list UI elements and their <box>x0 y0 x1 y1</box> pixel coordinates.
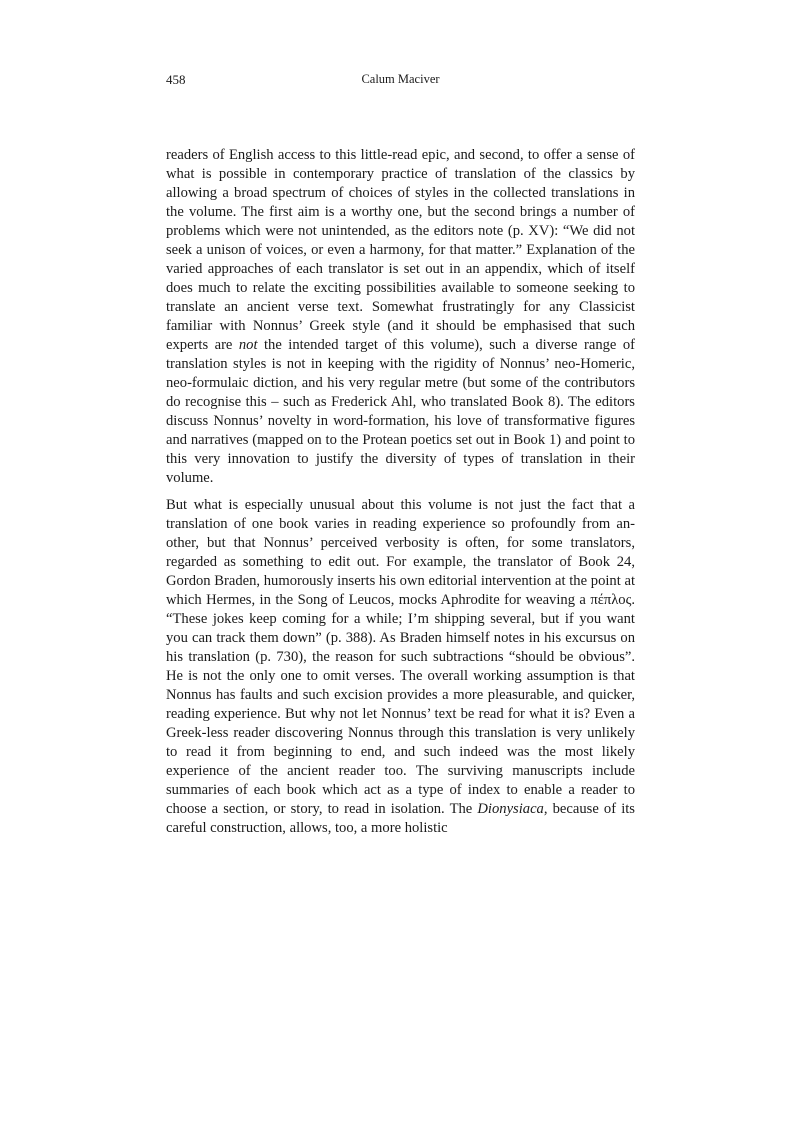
paragraph-2-text-b: , because of its careful construction, allows, too, a more holistic <box>166 801 635 836</box>
paragraph-1 <box>166 146 635 488</box>
running-title: Calum Maciver <box>361 72 440 86</box>
body-text <box>166 146 635 838</box>
paragraph-2-text-a: But what is especially unusual about this volume is not just the fact that a translation of one book varies in reading experience so profoundly from another, but that Nonnus’ perceived verbosity is often, for some translators, regarded as something to edit out. For example, the translator of Book 24, Gordon Braden, humorously inserts his own editorial intervention at the point at which Hermes, in the Song of Leucos, mocks Aphrodite for weaving a πέπλος. “These jokes keep coming for a while; I’m shipping several, but if you want you can track them down” (p. 388). As Braden himself notes in his excursus on his translation (p. 730), the reason for such subtractions “should be obvious”. He is not the only one to omit verses. The overall working assumption is that Nonnus has faults and such excision provides a more pleasurable, and quicker, reading experience. But why not let Nonnus’ text be read for what it is? Even a Greek-less reader discovering Nonnus through this translation is very unlikely to read it from beginning to end, and such indeed was the most likely experience of the ancient reader too. The surviving manuscripts include summaries of each book which act as a type of index to enable a reader to choose a section, or story, to read in isolation. The <box>166 497 635 817</box>
paragraph-1-text-a: readers of English access to this little-read epic, and second, to offer a sense of what is possible in contemporary practice of translation of the classics by allowing a broad spectrum of choices of styles in the collected translations in the volume. The first aim is a worthy one, but the second brings a number of problems which were not unintended, as the editors note (p. XV): “We did not seek a unison of voices, or even a harmony, for that matter.” Explanation of the varied approaches of each translator is set out in an appendix, which of itself does much to relate the exciting possibilities available to someone seeking to translate an ancient verse text. Somewhat frustratingly for any Classicist familiar with Nonnus’ Greek style (and it should be emphasised that such experts are <box>166 147 635 353</box>
paragraph-1-text-b: the intended target of this volume), such a diverse range of translation styles is not in keeping with the rigidity of Nonnus’ neo-Homeric, neo-formulaic diction, and his very regular metre (but some of the contributors do recognise this – such as Frederick Ahl, who translated Book 8). The editors discuss Nonnus’ novelty in word-formation, his love of transformative figures and narratives (mapped on to the Protean poetics set out in Book 1) and point to this very innovation to justify the diversity of types of translation in their volume. <box>166 337 635 486</box>
paragraph-1-emphasis-not: not <box>238 337 258 353</box>
running-head <box>166 72 635 92</box>
paragraph-2 <box>166 496 635 838</box>
paragraph-2-title-dionysiaca: Dionysiaca <box>477 801 544 817</box>
page-number: 458 <box>166 72 186 87</box>
